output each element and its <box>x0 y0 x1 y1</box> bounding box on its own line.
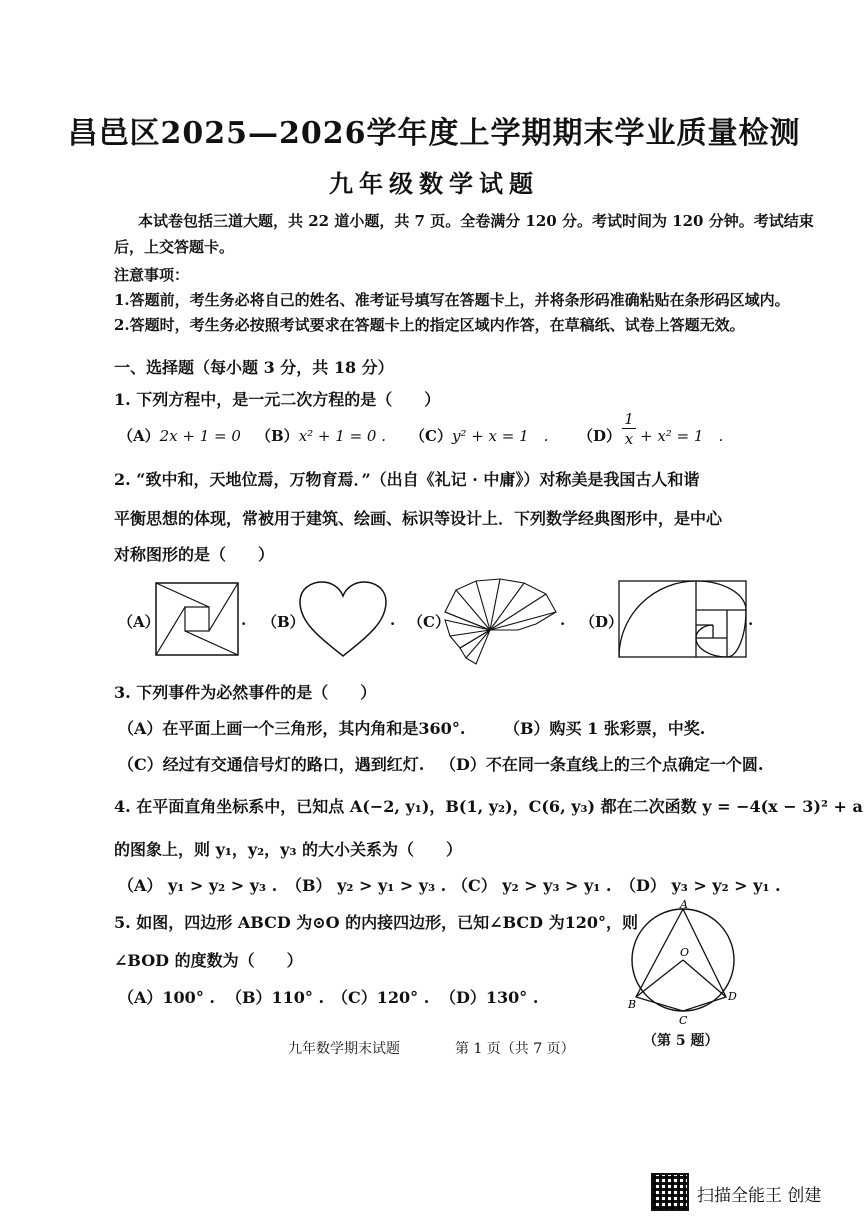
question-4-line-1: 4. 在平面直角坐标系中，已知点 A(−2, y₁)，B(1, y₂)，C(6, y₃) 都在二次函数 y = −4(x − 3)² + a <box>114 797 863 816</box>
q1-option-d-rest: + x² = 1 . <box>640 427 724 445</box>
q5-figure-inscribed-quadrilateral <box>620 898 750 1033</box>
q1-option-d <box>578 425 621 446</box>
notes-heading: 注意事项： <box>114 266 190 284</box>
q5-point-o-label: O <box>680 946 690 959</box>
q5-option-d: （D）130° . <box>440 988 539 1007</box>
q2-dot-b: . <box>390 611 396 629</box>
footer-exam-name: 九年数学期末试题 <box>288 1041 400 1057</box>
question-3-stem: 3. 下列事件为必然事件的是（ ） <box>114 683 377 702</box>
q3-option-d: （D）不在同一条直线上的三个点确定一个圆. <box>440 755 764 774</box>
section-1-heading: 一、选择题（每小题 3 分，共 18 分） <box>114 358 394 377</box>
qr-code-icon <box>651 1173 689 1211</box>
q2-option-c-label: （C） <box>408 613 450 631</box>
q2-figure-a-pinwheel-square <box>155 582 239 656</box>
q5-point-d-label: D <box>728 990 737 1003</box>
question-5-line-2: ∠BOD 的度数为（ ） <box>114 951 303 970</box>
q5-option-c: （C）120° . <box>332 988 430 1007</box>
q3-option-b: （B）购买 1 张彩票，中奖. <box>504 719 706 738</box>
q2-option-a-label: （A） <box>118 613 160 631</box>
q2-option-d-label: （D） <box>580 613 624 631</box>
intro-line-1: 本试卷包括三道大题，共 22 道小题，共 7 页。全卷满分 120 分。考试时间为 120 分钟。考试结束 <box>138 212 814 230</box>
q5-option-b: （B）110° . <box>226 988 325 1007</box>
q4-option-d: （D） y₃ > y₂ > y₁ . <box>620 876 781 895</box>
q2-dot-c: . <box>560 611 566 629</box>
scanner-watermark: 扫描全能王 创建 <box>697 1186 822 1206</box>
q3-option-a: （A）在平面上画一个三角形，其内角和是360°. <box>118 719 466 738</box>
q4-option-c: （C） y₂ > y₃ > y₁ . <box>452 876 612 895</box>
q4-option-a: （A） y₁ > y₂ > y₃ . <box>118 876 278 895</box>
q5-option-a: （A）100° . <box>118 988 215 1007</box>
q5-figure-caption: （第 5 题） <box>643 1033 719 1049</box>
q2-figure-d-golden-spiral <box>618 580 748 658</box>
q1-option-c <box>410 425 548 446</box>
q2-option-b-label: （B） <box>262 613 305 631</box>
q2-dot-a: . <box>241 611 247 629</box>
q1-option-d-label: （D） <box>578 427 622 445</box>
q1-option-b-expr: x² + 1 = 0 . <box>298 427 386 445</box>
question-2-line-2: 平衡思想的体现，常被用于建筑、绘画、标识等设计上．下列数学经典图形中，是中心 <box>114 509 723 528</box>
q1-option-a-expr: 2x + 1 = 0 <box>159 427 241 445</box>
question-2-line-1: 2. “致中和，天地位焉，万物育焉．”（出自《礼记 · 中庸》）对称美是我国古人和谐 <box>114 470 700 489</box>
q3-option-c: （C）经过有交通信号灯的路口，遇到红灯. <box>118 755 425 774</box>
q2-figure-c-spiral-of-theodorus <box>442 578 558 666</box>
q2-dot-d: . <box>748 611 754 629</box>
q1-option-d-numerator: 1 <box>622 410 636 429</box>
question-4-line-2: 的图象上，则 y₁，y₂，y₃ 的大小关系为（ ） <box>114 840 463 859</box>
q1-option-c-expr: y² + x = 1 . <box>451 427 549 445</box>
q1-option-b-label: （B） <box>256 427 299 445</box>
footer-page-number: 第 1 页（共 7 页） <box>455 1041 575 1057</box>
exam-subtitle: 九年级数学试题 <box>329 169 539 198</box>
q1-option-b <box>256 425 386 446</box>
notes-item-2: 2.答题时，考生务必按照考试要求在答题卡上的指定区域内作答，在草稿纸、试卷上答题无效。 <box>114 316 745 334</box>
q1-option-a-label: （A） <box>118 427 160 445</box>
question-5-line-1: 5. 如图，四边形 ABCD 为⊙O 的内接四边形，已知∠BCD 为120°，则 <box>114 913 638 932</box>
q5-point-b-label: B <box>628 998 637 1011</box>
question-2-line-3: 对称图形的是（ ） <box>114 545 275 564</box>
q5-point-c-label: C <box>679 1014 688 1027</box>
q2-figure-b-heart <box>298 580 388 660</box>
exam-title: 昌邑区2025—2026学年度上学期期末学业质量检测 <box>67 116 801 151</box>
q4-option-b: （B） y₂ > y₁ > y₃ . <box>286 876 447 895</box>
q1-option-d-denominator: x <box>624 430 634 448</box>
question-1-stem: 1. 下列方程中，是一元二次方程的是（ ） <box>114 390 441 409</box>
q1-option-c-label: （C） <box>410 427 452 445</box>
notes-item-1: 1.答题前，考生务必将自己的姓名、准考证号填写在答题卡上，并将条形码准确粘贴在条形码区域内。 <box>114 291 790 309</box>
intro-line-2: 后，上交答题卡。 <box>114 238 235 256</box>
q5-point-a-label: A <box>680 898 688 911</box>
q1-option-a <box>118 425 241 446</box>
